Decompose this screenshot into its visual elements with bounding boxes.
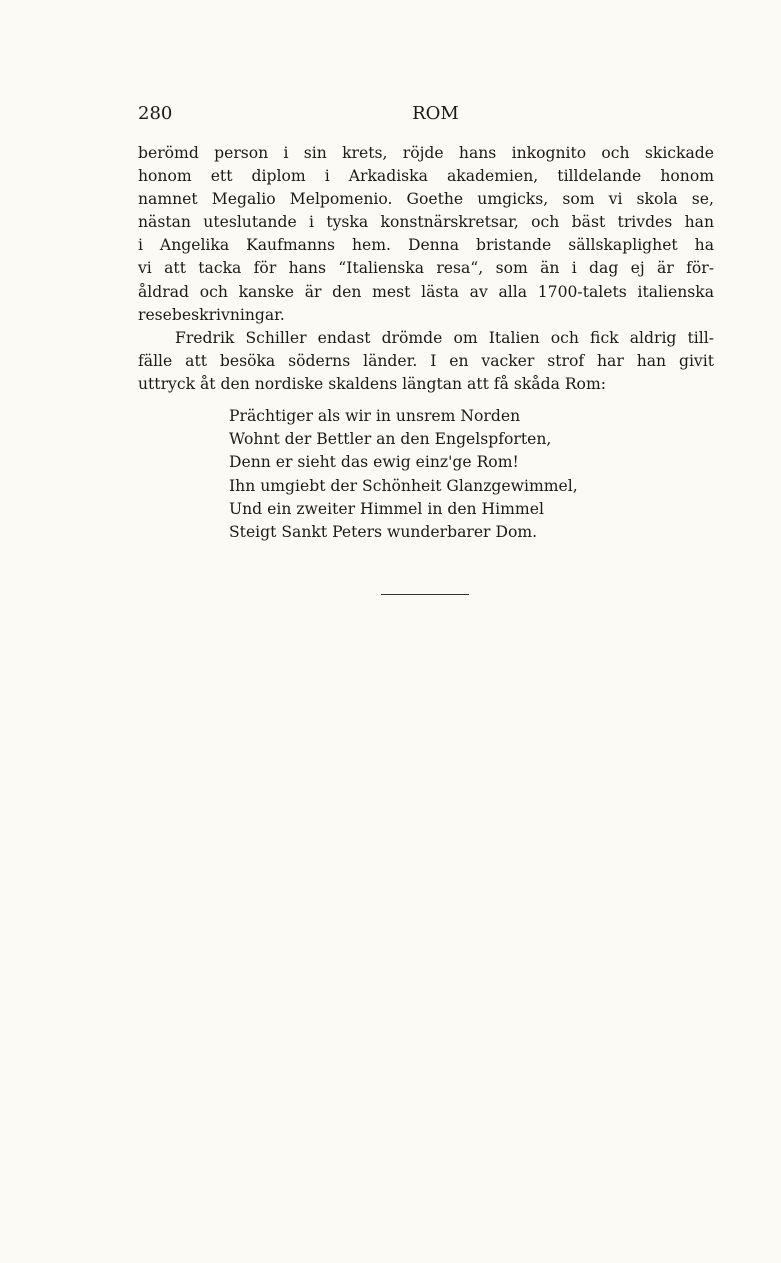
poem-line: Prächtiger als wir in unsrem Norden [229, 407, 521, 425]
text-line: åldrad och kanske är den mest lästa av alla 1700-talets italienska [138, 282, 714, 301]
text-line: vi att tacka för hans “Italienska resa“, som än i dag ej är för- [138, 259, 714, 278]
text-line: uttryck åt den nordiske skaldens längtan att få skåda Rom: [138, 374, 606, 393]
text-line: fälle att besöka söderns länder. I en vacker strof har han givit [138, 351, 714, 370]
running-title: ROM [412, 103, 459, 124]
poem-line: Wohnt der Bettler an den Engelspforten, [229, 430, 552, 449]
text-line: namnet Megalio Melpomenio. Goethe umgicks, som vi skola se, [138, 190, 714, 209]
text-line: resebeskrivningar. [138, 305, 285, 324]
text-line: honom ett diplom i Arkadiska akademien, tilldelande honom [138, 167, 714, 186]
poem-line: Steigt Sankt Peters wunderbarer Dom. [229, 523, 538, 542]
body-text [138, 142, 714, 396]
text-line: nästan uteslutande i tyska konstnärskretsar, och bäst trivdes han [138, 213, 714, 232]
section-divider [381, 594, 469, 595]
poem-line: Denn er sieht das ewig einz'ge Rom! [229, 453, 519, 472]
text-line: berömd person i sin krets, röjde hans inkognito och skickade [138, 144, 714, 162]
text-line: Fredrik Schiller endast drömde om Italien och fick aldrig till- [175, 328, 714, 347]
text-line: i Angelika Kaufmanns hem. Denna bristande sällskaplighet ha [138, 236, 714, 255]
page-number: 280 [138, 103, 173, 124]
poem-line: Ihn umgiebt der Schönheit Glanzgewimmel, [229, 476, 578, 495]
poem-line: Und ein zweiter Himmel in den Himmel [229, 499, 544, 518]
poem-stanza [229, 405, 578, 544]
